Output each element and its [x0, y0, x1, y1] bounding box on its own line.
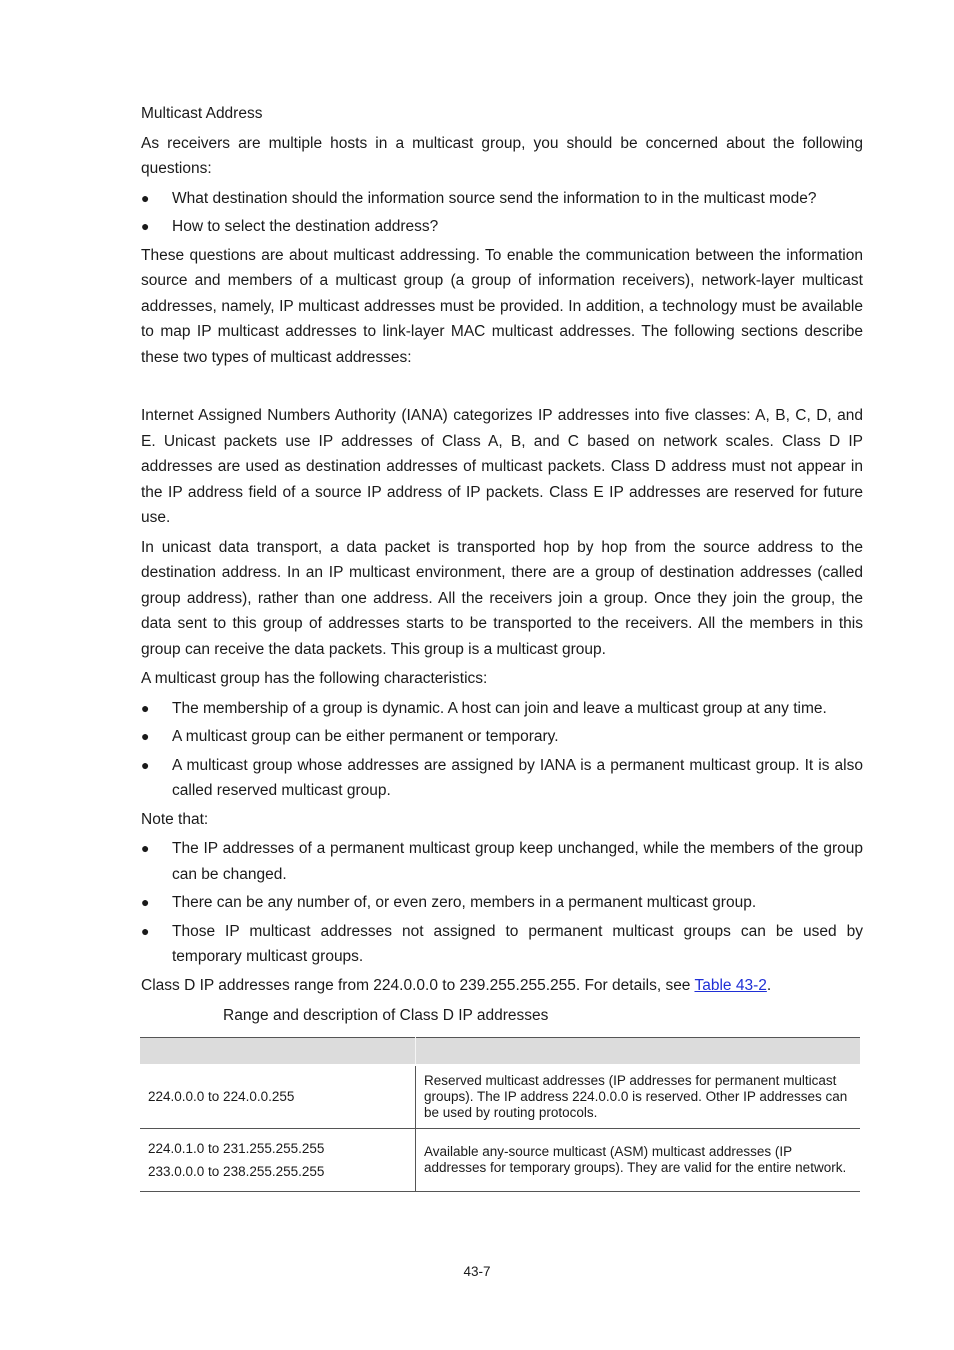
iana-paragraph: Internet Assigned Numbers Authority (IANA) categorizes IP addresses into five classes: A, B, C, D, and E. Unicast packets use IP addresses of Class A, B, and C based on network scales. Class D IP addresses are used as destination addresses of multicast packets. Class D address must not appear in the IP address field of a source IP address of IP packets. Class E IP addresses are reserved for future use. — [141, 407, 863, 526]
table-header-row — [140, 1037, 860, 1065]
header-cell-description — [416, 1037, 861, 1065]
section-heading: Multicast Address — [141, 105, 263, 122]
bullet-icon: ● — [141, 922, 150, 939]
range-cell — [140, 1128, 416, 1191]
range-sentence-text: Class D IP addresses range from 224.0.0.0 to 239.255.255.255. For details, see — [141, 976, 695, 994]
list-item — [141, 919, 863, 970]
bullet-icon: ● — [141, 840, 150, 856]
questions-list — [141, 186, 863, 240]
list-item-text: A multicast group whose addresses are assigned by IANA is a permanent multicast group. It is also called reserved multicast group. — [172, 756, 863, 799]
list-item-text: The IP addresses of a permanent multicast group keep unchanged, while the members of the group can be changed. — [172, 840, 863, 883]
table-reference-link[interactable]: Table 43-2 — [694, 976, 767, 994]
list-item-text: How to select the destination address? — [172, 218, 439, 235]
list-item — [141, 186, 863, 212]
range-line: 233.0.0.0 to 238.255.255.255 — [148, 1163, 325, 1179]
range-line: 224.0.0.0 to 224.0.0.255 — [148, 1089, 295, 1104]
list-item-text: What destination should the information source send the information to in the multicast mode? — [172, 189, 817, 207]
table-row — [140, 1065, 860, 1129]
characteristics-intro: A multicast group has the following characteristics: — [141, 670, 488, 687]
unicast-paragraph: In unicast data transport, a data packet is transported hop by hop from the source address to the destination address. In an IP multicast environment, there are a group of destination addresses (called group address), rather than one address. All the receivers join a group. Once they join the group, the data sent to this group of addresses starts to be transported to the receivers. All the members in this group can receive the data packets. This group is a multicast group. — [141, 538, 863, 658]
bullet-icon: ● — [141, 218, 150, 234]
description-cell: Available any-source multicast (ASM) multicast addresses (IP addresses for temporary groups). They are valid for the entire network. — [416, 1128, 861, 1191]
range-line: 224.0.1.0 to 231.255.255.255 — [148, 1140, 325, 1156]
characteristics-list — [141, 696, 863, 804]
intro-paragraph: As receivers are multiple hosts in a multicast group, you should be concerned about the following questions: — [141, 134, 863, 177]
class-d-address-table — [140, 1037, 860, 1192]
description-cell: Reserved multicast addresses (IP addresses for permanent multicast groups). The IP address 224.0.0.0 is reserved. Other IP addresses can be used by routing protocols. — [416, 1065, 861, 1129]
list-item-text: The membership of a group is dynamic. A host can join and leave a multicast group at any time. — [172, 699, 827, 717]
bullet-icon: ● — [141, 894, 150, 910]
bullet-icon: ● — [141, 756, 150, 773]
list-item-text: Those IP multicast addresses not assigned to permanent multicast groups can be used by temporary multicast groups. — [172, 922, 863, 965]
addressing-paragraph: These questions are about multicast addressing. To enable the communication between the information source and members of a multicast group (a group of information receivers), network-layer multicast addresses, namely, IP multicast addresses must be provided. In addition, a technology must be available to map IP multicast addresses to link-layer MAC multicast addresses. The following sections describe these two types of multicast addresses: — [141, 246, 863, 366]
list-item — [141, 836, 863, 887]
list-item-text: A multicast group can be either permanent or temporary. — [172, 728, 559, 745]
notes-list — [141, 836, 863, 970]
list-item — [141, 890, 863, 916]
list-item-text: There can be any number of, or even zero, members in a permanent multicast group. — [172, 894, 757, 911]
bullet-icon: ● — [141, 699, 150, 716]
page-number: 43-7 — [463, 1264, 491, 1279]
list-item — [141, 724, 863, 750]
table-row — [140, 1128, 860, 1191]
note-intro: Note that: — [141, 810, 209, 828]
list-item — [141, 753, 863, 804]
bullet-icon: ● — [141, 189, 150, 206]
page-content — [141, 101, 863, 1192]
range-cell — [140, 1065, 416, 1129]
bullet-icon: ● — [141, 728, 150, 744]
range-sentence — [141, 973, 863, 999]
list-item — [141, 696, 863, 722]
header-cell-range — [140, 1037, 416, 1065]
table-caption: Range and description of Class D IP addresses — [223, 1007, 549, 1024]
range-sentence-end: . — [766, 976, 772, 994]
subsection-gap — [141, 374, 863, 403]
list-item — [141, 214, 863, 240]
